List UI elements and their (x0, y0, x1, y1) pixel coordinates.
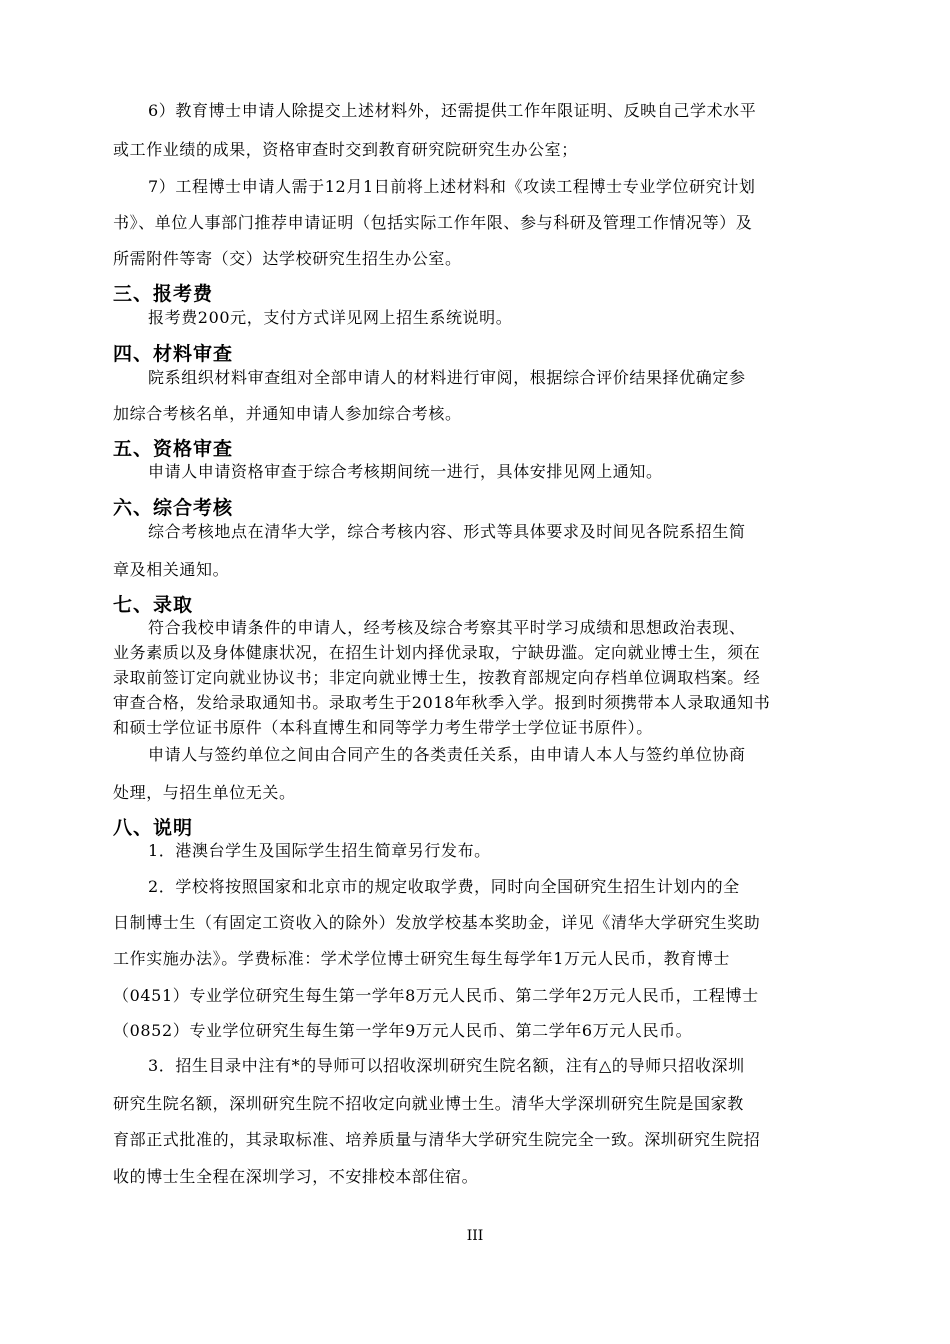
paragraph-line: 申请人与签约单位之间由合同产生的各类责任关系，由申请人本人与签约单位协商 (148, 745, 746, 764)
paragraph-line: 3．招生目录中注有*的导师可以招收深圳研究生院名额，注有△的导师只招收深圳 (148, 1056, 745, 1075)
page-number: III (466, 1228, 484, 1244)
paragraph-line: 7）工程博士申请人需于12月1日前将上述材料和《攻读工程博士专业学位研究计划 (148, 177, 756, 196)
paragraph-line: 育部正式批准的，其录取标准、培养质量与清华大学研究生院完全一致。深圳研究生院招 (113, 1130, 761, 1149)
paragraph-line: 和硕士学位证书原件（本科直博生和同等学力考生带学士学位证书原件）。 (113, 718, 653, 737)
section-heading-admission: 七、录取 (113, 594, 194, 616)
paragraph-line: 2．学校将按照国家和北京市的规定收取学费，同时向全国研究生招生计划内的全 (148, 877, 740, 896)
section-heading-fee: 三、报考费 (113, 283, 214, 305)
paragraph-line: 研究生院名额，深圳研究生院不招收定向就业博士生。清华大学深圳研究生院是国家教 (113, 1094, 744, 1113)
section-heading-notes: 八、说明 (113, 817, 194, 839)
paragraph-line: 章及相关通知。 (113, 560, 230, 579)
paragraph-line: 审查合格，发给录取通知书。录取考生于2018年秋季入学。报到时须携带本人录取通知书 (113, 693, 771, 712)
paragraph-line: 日制博士生（有固定工资收入的除外）发放学校基本奖助金，详见《清华大学研究生奖助 (113, 913, 761, 932)
paragraph-line: 处理，与招生单位无关。 (113, 783, 296, 802)
paragraph-line: 综合考核地点在清华大学，综合考核内容、形式等具体要求及时间见各院系招生简 (148, 522, 746, 541)
paragraph-line: 院系组织材料审查组对全部申请人的材料进行审阅，根据综合评价结果择优确定参 (148, 368, 746, 387)
paragraph-line: 所需附件等寄（交）达学校研究生招生办公室。 (113, 249, 462, 268)
paragraph-line: 加综合考核名单，并通知申请人参加综合考核。 (113, 404, 462, 423)
paragraph-line: 录取前签订定向就业协议书；非定向就业博士生，按教育部规定向存档单位调取档案。经 (113, 668, 761, 687)
paragraph-line: 报考费200元，支付方式详见网上招生系统说明。 (148, 308, 513, 327)
paragraph-line: 业务素质以及身体健康状况，在招生计划内择优录取，宁缺毋滥。定向就业博士生，须在 (113, 643, 761, 662)
section-heading-review: 四、材料审查 (113, 343, 234, 365)
paragraph-line: 书》、单位人事部门推荐申请证明（包括实际工作年限、参与科研及管理工作情况等）及 (113, 213, 753, 232)
paragraph-line: 收的博士生全程在深圳学习，不安排校本部住宿。 (113, 1167, 479, 1186)
paragraph-line: （0451）专业学位研究生每生第一学年8万元人民币、第二学年2万元人民币，工程博士 (113, 986, 759, 1005)
paragraph-line: （0852）专业学位研究生每生第一学年9万元人民币、第二学年6万元人民币。 (113, 1021, 693, 1040)
paragraph-line: 符合我校申请条件的申请人，经考核及综合考察其平时学习成绩和思想政治表现、 (148, 618, 746, 637)
paragraph-line: 1．港澳台学生及国际学生招生简章另行发布。 (148, 841, 491, 860)
paragraph-line: 申请人申请资格审查于综合考核期间统一进行，具体安排见网上通知。 (148, 462, 663, 481)
section-heading-qualification: 五、资格审查 (113, 438, 234, 460)
paragraph-line: 或工作业绩的成果，资格审查时交到教育研究院研究生办公室； (113, 140, 578, 159)
section-heading-assessment: 六、综合考核 (113, 497, 234, 519)
paragraph-line: 6）教育博士申请人除提交上述材料外，还需提供工作年限证明、反映自己学术水平 (148, 101, 757, 120)
paragraph-line: 工作实施办法》。学费标准：学术学位博士研究生每生每学年1万元人民币，教育博士 (113, 949, 730, 968)
